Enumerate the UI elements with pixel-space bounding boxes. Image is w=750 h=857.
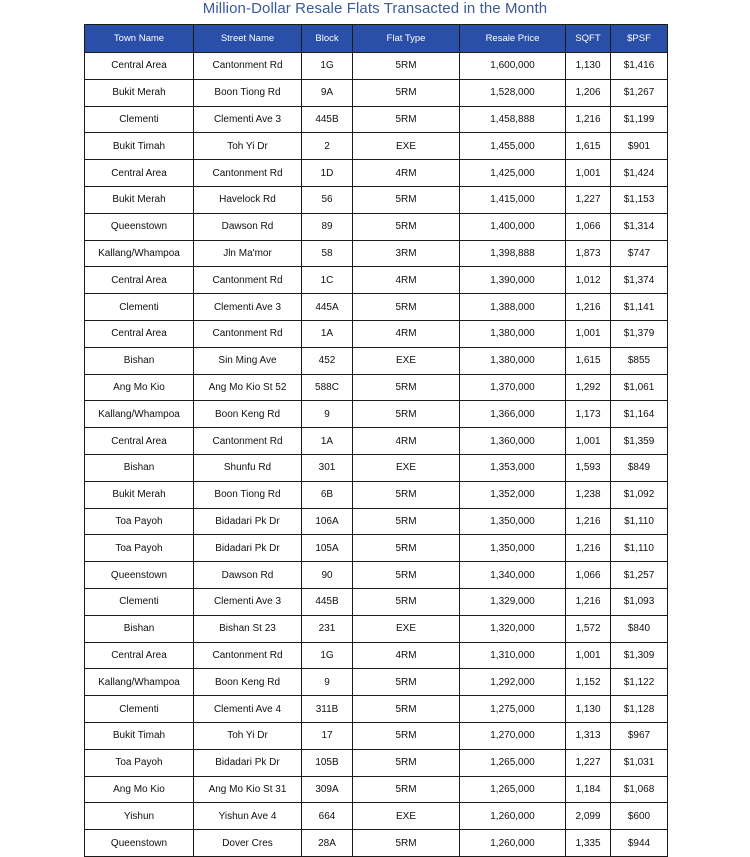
cell-town-name: Kallang/Whampoa [85, 240, 194, 267]
cell-town-name: Bukit Merah [85, 186, 194, 213]
cell-resale-price: 1,329,000 [460, 588, 566, 615]
cell-psf: $600 [611, 803, 668, 830]
cell-psf: $1,314 [611, 213, 668, 240]
table-row [85, 776, 668, 803]
cell-flat-type: EXE [353, 133, 460, 160]
cell-flat-type: 5RM [353, 79, 460, 106]
table-row [85, 79, 668, 106]
cell-block: 58 [302, 240, 353, 267]
cell-sqft: 1,292 [566, 374, 611, 401]
table-row [85, 669, 668, 696]
cell-town-name: Queenstown [85, 830, 194, 857]
table-row [85, 320, 668, 347]
cell-town-name: Central Area [85, 428, 194, 455]
cell-block: 28A [302, 830, 353, 857]
column-header-psf: $PSF [611, 25, 668, 53]
cell-flat-type: 5RM [353, 294, 460, 321]
cell-sqft: 1,066 [566, 213, 611, 240]
cell-sqft: 1,184 [566, 776, 611, 803]
cell-town-name: Toa Payoh [85, 749, 194, 776]
cell-resale-price: 1,380,000 [460, 320, 566, 347]
cell-flat-type: 5RM [353, 562, 460, 589]
cell-resale-price: 1,528,000 [460, 79, 566, 106]
cell-resale-price: 1,352,000 [460, 481, 566, 508]
cell-resale-price: 1,388,000 [460, 294, 566, 321]
cell-street-name: Cantonment Rd [194, 428, 302, 455]
cell-flat-type: EXE [353, 615, 460, 642]
cell-town-name: Queenstown [85, 213, 194, 240]
cell-block: 301 [302, 454, 353, 481]
table-row [85, 803, 668, 830]
table-row [85, 53, 668, 80]
cell-town-name: Central Area [85, 267, 194, 294]
cell-flat-type: 5RM [353, 588, 460, 615]
cell-town-name: Bukit Merah [85, 79, 194, 106]
cell-street-name: Cantonment Rd [194, 320, 302, 347]
cell-psf: $855 [611, 347, 668, 374]
table-row [85, 133, 668, 160]
cell-street-name: Boon Keng Rd [194, 669, 302, 696]
cell-resale-price: 1,380,000 [460, 347, 566, 374]
cell-flat-type: EXE [353, 347, 460, 374]
cell-resale-price: 1,270,000 [460, 722, 566, 749]
cell-street-name: Ang Mo Kio St 52 [194, 374, 302, 401]
cell-psf: $1,110 [611, 535, 668, 562]
cell-sqft: 1,216 [566, 535, 611, 562]
table-row [85, 588, 668, 615]
cell-street-name: Bidadari Pk Dr [194, 535, 302, 562]
cell-psf: $1,093 [611, 588, 668, 615]
cell-flat-type: 4RM [353, 267, 460, 294]
cell-street-name: Toh Yi Dr [194, 133, 302, 160]
cell-flat-type: 5RM [353, 106, 460, 133]
cell-psf: $967 [611, 722, 668, 749]
table-row [85, 749, 668, 776]
cell-resale-price: 1,360,000 [460, 428, 566, 455]
cell-town-name: Clementi [85, 294, 194, 321]
cell-flat-type: EXE [353, 803, 460, 830]
table-row [85, 213, 668, 240]
cell-town-name: Kallang/Whampoa [85, 669, 194, 696]
cell-street-name: Cantonment Rd [194, 267, 302, 294]
cell-sqft: 1,152 [566, 669, 611, 696]
cell-street-name: Yishun Ave 4 [194, 803, 302, 830]
cell-street-name: Jln Ma'mor [194, 240, 302, 267]
cell-block: 1A [302, 320, 353, 347]
cell-town-name: Queenstown [85, 562, 194, 589]
cell-resale-price: 1,260,000 [460, 803, 566, 830]
table-row [85, 562, 668, 589]
cell-street-name: Sin Ming Ave [194, 347, 302, 374]
cell-sqft: 1,206 [566, 79, 611, 106]
cell-sqft: 1,335 [566, 830, 611, 857]
cell-block: 1A [302, 428, 353, 455]
table-row [85, 106, 668, 133]
cell-resale-price: 1,260,000 [460, 830, 566, 857]
cell-psf: $1,309 [611, 642, 668, 669]
cell-psf: $944 [611, 830, 668, 857]
cell-sqft: 1,216 [566, 106, 611, 133]
cell-psf: $1,068 [611, 776, 668, 803]
cell-street-name: Clementi Ave 3 [194, 294, 302, 321]
cell-psf: $1,031 [611, 749, 668, 776]
table-row [85, 294, 668, 321]
cell-town-name: Bukit Timah [85, 722, 194, 749]
cell-street-name: Clementi Ave 4 [194, 696, 302, 723]
cell-psf: $1,153 [611, 186, 668, 213]
cell-psf: $1,122 [611, 669, 668, 696]
cell-flat-type: 5RM [353, 186, 460, 213]
table-row [85, 615, 668, 642]
cell-flat-type: 4RM [353, 160, 460, 187]
cell-sqft: 1,216 [566, 294, 611, 321]
cell-block: 445B [302, 588, 353, 615]
table-row [85, 481, 668, 508]
cell-sqft: 1,173 [566, 401, 611, 428]
table-row [85, 401, 668, 428]
cell-psf: $1,379 [611, 320, 668, 347]
cell-street-name: Boon Keng Rd [194, 401, 302, 428]
cell-sqft: 1,615 [566, 347, 611, 374]
cell-block: 231 [302, 615, 353, 642]
cell-block: 17 [302, 722, 353, 749]
cell-psf: $901 [611, 133, 668, 160]
cell-block: 445B [302, 106, 353, 133]
cell-block: 445A [302, 294, 353, 321]
cell-flat-type: 5RM [353, 696, 460, 723]
cell-flat-type: 3RM [353, 240, 460, 267]
cell-block: 664 [302, 803, 353, 830]
cell-resale-price: 1,458,888 [460, 106, 566, 133]
cell-sqft: 1,216 [566, 508, 611, 535]
cell-sqft: 1,001 [566, 642, 611, 669]
cell-town-name: Bukit Merah [85, 481, 194, 508]
cell-town-name: Clementi [85, 106, 194, 133]
cell-flat-type: 5RM [353, 508, 460, 535]
cell-town-name: Bishan [85, 454, 194, 481]
cell-block: 6B [302, 481, 353, 508]
cell-sqft: 1,001 [566, 160, 611, 187]
cell-resale-price: 1,370,000 [460, 374, 566, 401]
cell-street-name: Cantonment Rd [194, 53, 302, 80]
cell-block: 1G [302, 642, 353, 669]
cell-sqft: 1,313 [566, 722, 611, 749]
cell-sqft: 1,572 [566, 615, 611, 642]
cell-street-name: Cantonment Rd [194, 160, 302, 187]
column-header-resale-price: Resale Price [460, 25, 566, 53]
table-row [85, 374, 668, 401]
cell-sqft: 1,238 [566, 481, 611, 508]
column-header-flat-type: Flat Type [353, 25, 460, 53]
cell-sqft: 1,216 [566, 588, 611, 615]
cell-street-name: Clementi Ave 3 [194, 106, 302, 133]
cell-town-name: Yishun [85, 803, 194, 830]
cell-resale-price: 1,350,000 [460, 535, 566, 562]
table-row [85, 428, 668, 455]
cell-town-name: Kallang/Whampoa [85, 401, 194, 428]
table-row [85, 267, 668, 294]
cell-psf: $1,092 [611, 481, 668, 508]
cell-street-name: Ang Mo Kio St 31 [194, 776, 302, 803]
cell-resale-price: 1,400,000 [460, 213, 566, 240]
table-header-row [85, 25, 668, 53]
cell-sqft: 1,130 [566, 53, 611, 80]
cell-psf: $1,164 [611, 401, 668, 428]
cell-flat-type: 5RM [353, 481, 460, 508]
cell-street-name: Boon Tiong Rd [194, 79, 302, 106]
cell-sqft: 1,130 [566, 696, 611, 723]
cell-street-name: Boon Tiong Rd [194, 481, 302, 508]
cell-street-name: Shunfu Rd [194, 454, 302, 481]
cell-block: 452 [302, 347, 353, 374]
cell-psf: $1,267 [611, 79, 668, 106]
cell-block: 1C [302, 267, 353, 294]
cell-resale-price: 1,350,000 [460, 508, 566, 535]
cell-sqft: 1,001 [566, 320, 611, 347]
cell-psf: $1,374 [611, 267, 668, 294]
cell-block: 90 [302, 562, 353, 589]
cell-sqft: 1,066 [566, 562, 611, 589]
cell-flat-type: 5RM [353, 535, 460, 562]
cell-sqft: 1,227 [566, 749, 611, 776]
cell-town-name: Clementi [85, 588, 194, 615]
cell-block: 9 [302, 669, 353, 696]
cell-resale-price: 1,415,000 [460, 186, 566, 213]
cell-sqft: 1,001 [566, 428, 611, 455]
cell-block: 311B [302, 696, 353, 723]
cell-resale-price: 1,292,000 [460, 669, 566, 696]
cell-flat-type: 5RM [353, 776, 460, 803]
cell-street-name: Clementi Ave 3 [194, 588, 302, 615]
cell-town-name: Ang Mo Kio [85, 776, 194, 803]
cell-street-name: Bidadari Pk Dr [194, 749, 302, 776]
cell-resale-price: 1,398,888 [460, 240, 566, 267]
table-row [85, 535, 668, 562]
cell-town-name: Bishan [85, 615, 194, 642]
cell-block: 89 [302, 213, 353, 240]
cell-psf: $1,141 [611, 294, 668, 321]
cell-street-name: Bishan St 23 [194, 615, 302, 642]
cell-psf: $840 [611, 615, 668, 642]
cell-flat-type: 5RM [353, 53, 460, 80]
cell-flat-type: 5RM [353, 401, 460, 428]
column-header-sqft: SQFT [566, 25, 611, 53]
cell-street-name: Cantonment Rd [194, 642, 302, 669]
cell-street-name: Havelock Rd [194, 186, 302, 213]
cell-resale-price: 1,340,000 [460, 562, 566, 589]
table-row [85, 830, 668, 857]
cell-psf: $849 [611, 454, 668, 481]
cell-town-name: Toa Payoh [85, 535, 194, 562]
cell-block: 105B [302, 749, 353, 776]
cell-resale-price: 1,390,000 [460, 267, 566, 294]
cell-resale-price: 1,275,000 [460, 696, 566, 723]
cell-psf: $1,424 [611, 160, 668, 187]
cell-block: 106A [302, 508, 353, 535]
table-row [85, 454, 668, 481]
cell-sqft: 1,615 [566, 133, 611, 160]
cell-town-name: Ang Mo Kio [85, 374, 194, 401]
cell-psf: $1,128 [611, 696, 668, 723]
column-header-town-name: Town Name [85, 25, 194, 53]
cell-town-name: Central Area [85, 53, 194, 80]
cell-flat-type: 5RM [353, 722, 460, 749]
cell-resale-price: 1,310,000 [460, 642, 566, 669]
table-body [85, 53, 668, 857]
cell-block: 9A [302, 79, 353, 106]
cell-psf: $1,257 [611, 562, 668, 589]
cell-resale-price: 1,366,000 [460, 401, 566, 428]
cell-town-name: Central Area [85, 320, 194, 347]
cell-psf: $747 [611, 240, 668, 267]
cell-street-name: Dawson Rd [194, 213, 302, 240]
cell-sqft: 1,012 [566, 267, 611, 294]
cell-town-name: Central Area [85, 160, 194, 187]
cell-resale-price: 1,265,000 [460, 749, 566, 776]
cell-flat-type: 4RM [353, 320, 460, 347]
cell-block: 309A [302, 776, 353, 803]
cell-street-name: Bidadari Pk Dr [194, 508, 302, 535]
cell-block: 1G [302, 53, 353, 80]
cell-town-name: Toa Payoh [85, 508, 194, 535]
cell-block: 9 [302, 401, 353, 428]
table-row [85, 696, 668, 723]
cell-flat-type: EXE [353, 454, 460, 481]
page-title: Million-Dollar Resale Flats Transacted in the Month [202, 0, 548, 17]
cell-resale-price: 1,320,000 [460, 615, 566, 642]
cell-psf: $1,061 [611, 374, 668, 401]
cell-street-name: Toh Yi Dr [194, 722, 302, 749]
cell-street-name: Dawson Rd [194, 562, 302, 589]
cell-town-name: Bukit Timah [85, 133, 194, 160]
cell-flat-type: 5RM [353, 749, 460, 776]
cell-flat-type: 5RM [353, 213, 460, 240]
cell-flat-type: 5RM [353, 830, 460, 857]
cell-block: 2 [302, 133, 353, 160]
column-header-street-name: Street Name [194, 25, 302, 53]
table-row [85, 240, 668, 267]
table-row [85, 186, 668, 213]
cell-resale-price: 1,425,000 [460, 160, 566, 187]
cell-psf: $1,110 [611, 508, 668, 535]
table-row [85, 642, 668, 669]
cell-block: 56 [302, 186, 353, 213]
cell-psf: $1,416 [611, 53, 668, 80]
table-row [85, 722, 668, 749]
cell-block: 588C [302, 374, 353, 401]
cell-resale-price: 1,455,000 [460, 133, 566, 160]
cell-psf: $1,199 [611, 106, 668, 133]
cell-resale-price: 1,600,000 [460, 53, 566, 80]
cell-block: 105A [302, 535, 353, 562]
cell-flat-type: 4RM [353, 428, 460, 455]
cell-block: 1D [302, 160, 353, 187]
table-row [85, 508, 668, 535]
table-row [85, 347, 668, 374]
cell-town-name: Bishan [85, 347, 194, 374]
cell-town-name: Clementi [85, 696, 194, 723]
cell-flat-type: 5RM [353, 669, 460, 696]
cell-sqft: 1,873 [566, 240, 611, 267]
cell-sqft: 1,593 [566, 454, 611, 481]
resale-flats-table [84, 24, 668, 857]
cell-resale-price: 1,353,000 [460, 454, 566, 481]
cell-street-name: Dover Cres [194, 830, 302, 857]
cell-flat-type: 4RM [353, 642, 460, 669]
cell-sqft: 1,227 [566, 186, 611, 213]
column-header-block: Block [302, 25, 353, 53]
cell-sqft: 2,099 [566, 803, 611, 830]
cell-flat-type: 5RM [353, 374, 460, 401]
table-row [85, 160, 668, 187]
cell-psf: $1,359 [611, 428, 668, 455]
cell-resale-price: 1,265,000 [460, 776, 566, 803]
cell-town-name: Central Area [85, 642, 194, 669]
